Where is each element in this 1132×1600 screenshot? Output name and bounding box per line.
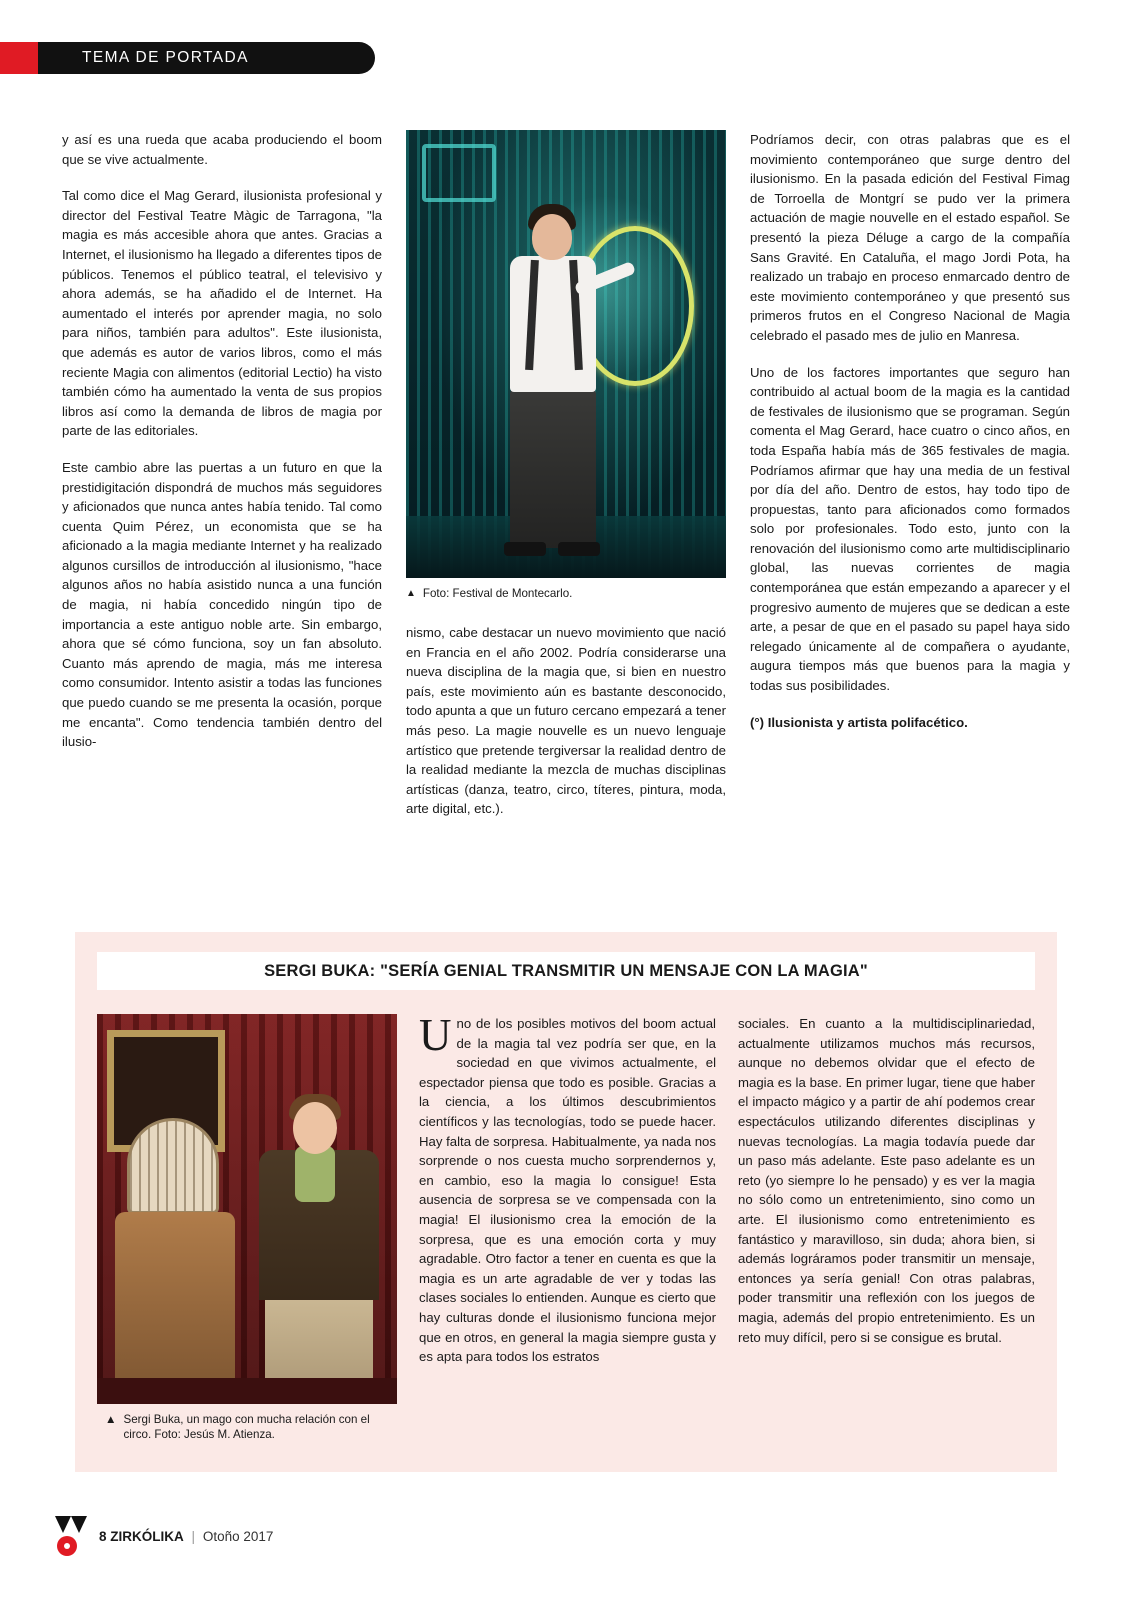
logo-dot: [57, 1536, 77, 1556]
paragraph: Podríamos decir, con otras palabras que es el movimiento contemporáneo que surge dentro del ilusionismo. En la pasada edición del Festival Fimag de Torroella de Montgrí se pudo ver la primera actuación de magie nouvelle en el estado español. Se presentó la pieza Déluge a cargo de la compañía Sans Gravité. En Cataluña, el mago Jordi Pota, ha realizado un trabajo en proceso enmarcado dentro de este movimiento contemporáneo y que presentó sus primeros frutos en el Congreso Nacional de Magia celebrado el pasado mes de julio en Manresa.: [750, 132, 1070, 343]
photo-montecarlo-wrapper: [406, 130, 726, 601]
header-red-block: [0, 42, 38, 74]
magazine-name: ZIRKÓLIKA: [110, 1528, 184, 1544]
photo-magician-scarf: [295, 1146, 335, 1202]
caption-triangle-icon: ▲: [105, 1413, 117, 1426]
paragraph: Este cambio abre las puertas a un futuro en que la prestidigitación dispondrá de muchos más seguidores y aficionados que nunca antes había tenido. Tal como cuenta Quim Pérez, un economista que se ha aficionado a la magia mediante Internet y ha realizado algunos cursillos de introducción al ilusionismo, "hace algunos años no había asistido nunca a una función de magia, ni había concedido ningún tipo de importancia a este antiguo noble arte. Sin embargo, ahora que sé cómo funciona, soy un fan absoluto. Cuanto más aprendo de magia, más me interesa como consumidor. Intento asistir a todas las funciones que puedo cuando se me presenta la ocasión, porque me encanta". Como tendencia también dentro del ilusio-: [62, 459, 382, 750]
paragraph: Tal como dice el Mag Gerard, ilusionista profesional y director del Festival Teatre Màgic de Tarragona, "la magia es más accesible ahora que antes. Gracias a Internet, el ilusionismo ha llegado a diferentes tipos de públicos. Tenemos el público teatral, el televisivo y ahora además, se ha añadido el de Internet. Ha aumentado el interés por aprender magia, no solo para niños, también para adultos". Este ilusionista, que además es autor de varios libros, como el más reciente Magia con alimentos (editorial Lectio) ha visto también cómo ha aumentado la venta de sus propios libros así como la demanda de libros de magia por parte de las editoriales.: [62, 188, 382, 439]
logo-wing-left: [55, 1516, 71, 1533]
photo-performer-head: [532, 214, 572, 260]
interview-column-1: [419, 1010, 716, 1442]
article-body: [62, 130, 1070, 819]
paragraph: nismo, cabe destacar un nuevo movimiento que nació en Francia en el año 2002. Podría considerarse una nueva disciplina de la magia que, si bien en nuestro país, este movimiento aún es bastante desconocido, todo apunta a que un futuro cercano empezará a tener más peso. La magie nouvelle es un nuevo lenguaje artístico que pretende tergiversar la realidad dentro de la realidad mediante la mezcla de muchas disciplinas artísticas (danza, teatro, circo, títeres, pintura, moda, arte digital, etc.).: [406, 625, 726, 817]
page-number: 8: [99, 1528, 107, 1544]
article-column-1: [62, 130, 382, 819]
section-title: TEMA DE PORTADA: [82, 49, 249, 66]
photo-magician-head: [293, 1102, 337, 1154]
photo-performer-shoe-left: [504, 542, 546, 556]
interview-title-bar: [97, 952, 1035, 990]
paragraph: Uno de los factores importantes que seguro han contribuido al actual boom de la magia es la cantidad de festivales de ilusionismo que se programan. Según comenta el Mag Gerard, hace cuatro o cinco años, en toda España había más de 365 festivales de magia. Podríamos afirmar que hay una media de un festival por día del año. Dentro de estos, hay todo tipo de propuestas, tanto para aficionados como formados solo por profesionales. Todo esto, junto con la renovación del ilusionismo como arte multidisciplinario global, las nuevas corrientes de magia contemporánea que están empezando a aparecer y el progresivo aumento de mujeres que se dedican a este arte, a pesar de que en el pasado su papel haya sido relegado únicamente al de compañera o ayudante, augura tiempos más que buenos para la magia y todas sus posibilidades.: [750, 364, 1070, 694]
photo-performer-shoe-right: [558, 542, 600, 556]
photo-montecarlo: [406, 130, 726, 578]
photo-performer-torso: [510, 256, 596, 392]
interview-paragraph: sociales. En cuanto a la multidisciplinariedad, actualmente utilizamos muchos más recursos, aunque no debemos olvidar que el efecto de magia es la base. En primer lugar, tiene que haber el impacto mágico y a partir de ahí podemos crear espectáculos utilizando diferentes disciplinas y nuevas tecnologías. La magia todavía puede dar un paso más adelante. Este paso adelante es un reto (yo siempre lo he pensado) y es ver la magia no sólo como un entretenimiento, sino como un arte. El ilusionismo como entretenimiento es fantástico y maravilloso, sin duda; ahora bien, si además lográramos poder transmitir un mensaje, entonces ya sería genial! Con otras palabras, poder transmitir una reflexión con los juegos de magia, además del propio entretenimiento. Es un reto muy difícil, pero si se consigue es brutal.: [738, 1016, 1035, 1345]
interview-paragraph-text: no de los posibles motivos del boom actual de la magia tal vez podría ser que, en la sociedad en que vivimos actualmente, el espectador piensa que todo es posible. Gracias a la ciencia, a los últimos descubrimientos científicos y las tecnologías, todo se puede hacer. Hay falta de sorpresa. Habitualmente, ya nada nos sorprende o nos cuesta mucho sorprendernos y, en cambio, eso la magia lo consigue! Esta ausencia de sorpresa se ve compensada con la magia! El ilusionismo crea la emoción de la sorpresa, que es una emoción corta y muy agradable. Otro factor a tener en cuenta es que la magia es un arte agradable de ver y todas las clases sociales lo entienden. Aunque es cierto que hay culturas donde el ilusionismo funciona mejor que en otros, en general la magia siempre gusta y es apta para todos los estratos: [419, 1016, 716, 1365]
caption-triangle-icon: ▲: [406, 588, 416, 599]
zirkolika-logo-icon: [55, 1516, 89, 1556]
article-column-3: [750, 130, 1070, 819]
photo-sergi-buka: [97, 1014, 397, 1404]
interview-photo-caption: [97, 1412, 397, 1442]
caption-text: Sergi Buka, un mago con mucha relación con el circo. Foto: Jesús M. Atienza.: [123, 1413, 370, 1441]
photo-montecarlo-caption: [406, 586, 726, 601]
photo-performer-legs: [510, 388, 596, 548]
interview-paragraph: [419, 1010, 716, 1367]
photo-birdcage-prop: [127, 1118, 219, 1214]
issue-date: Otoño 2017: [202, 1528, 274, 1544]
footer-separator: |: [191, 1528, 196, 1544]
page-footer: [55, 1516, 273, 1556]
drop-cap: U: [419, 1010, 452, 1060]
interview-columns: [97, 1010, 1035, 1442]
photo-stage-floor: [97, 1378, 397, 1404]
footer-text: [99, 1529, 273, 1544]
author-footnote: (°) Ilusionista y artista polifacético.: [750, 714, 968, 730]
article-columns: [62, 130, 1070, 819]
paragraph: y así es una rueda que acaba produciendo el boom que se vive actualmente.: [62, 132, 382, 167]
section-header-band: [0, 42, 375, 74]
header-black-block: [38, 42, 375, 74]
interview-photo-column: [97, 1014, 397, 1442]
caption-text: Foto: Festival de Montecarlo.: [422, 587, 573, 600]
interview-title: SERGI BUKA: "SERÍA GENIAL TRANSMITIR UN MENSAJE CON LA MAGIA": [264, 961, 868, 980]
article-column-2: [406, 130, 726, 819]
photo-figure-silhouette: [115, 1212, 235, 1404]
interview-column-2: [738, 1014, 1035, 1442]
logo-wing-right: [71, 1516, 87, 1533]
photo-backdrop-sign: [422, 144, 496, 202]
interview-highlight-box: [75, 932, 1057, 1472]
